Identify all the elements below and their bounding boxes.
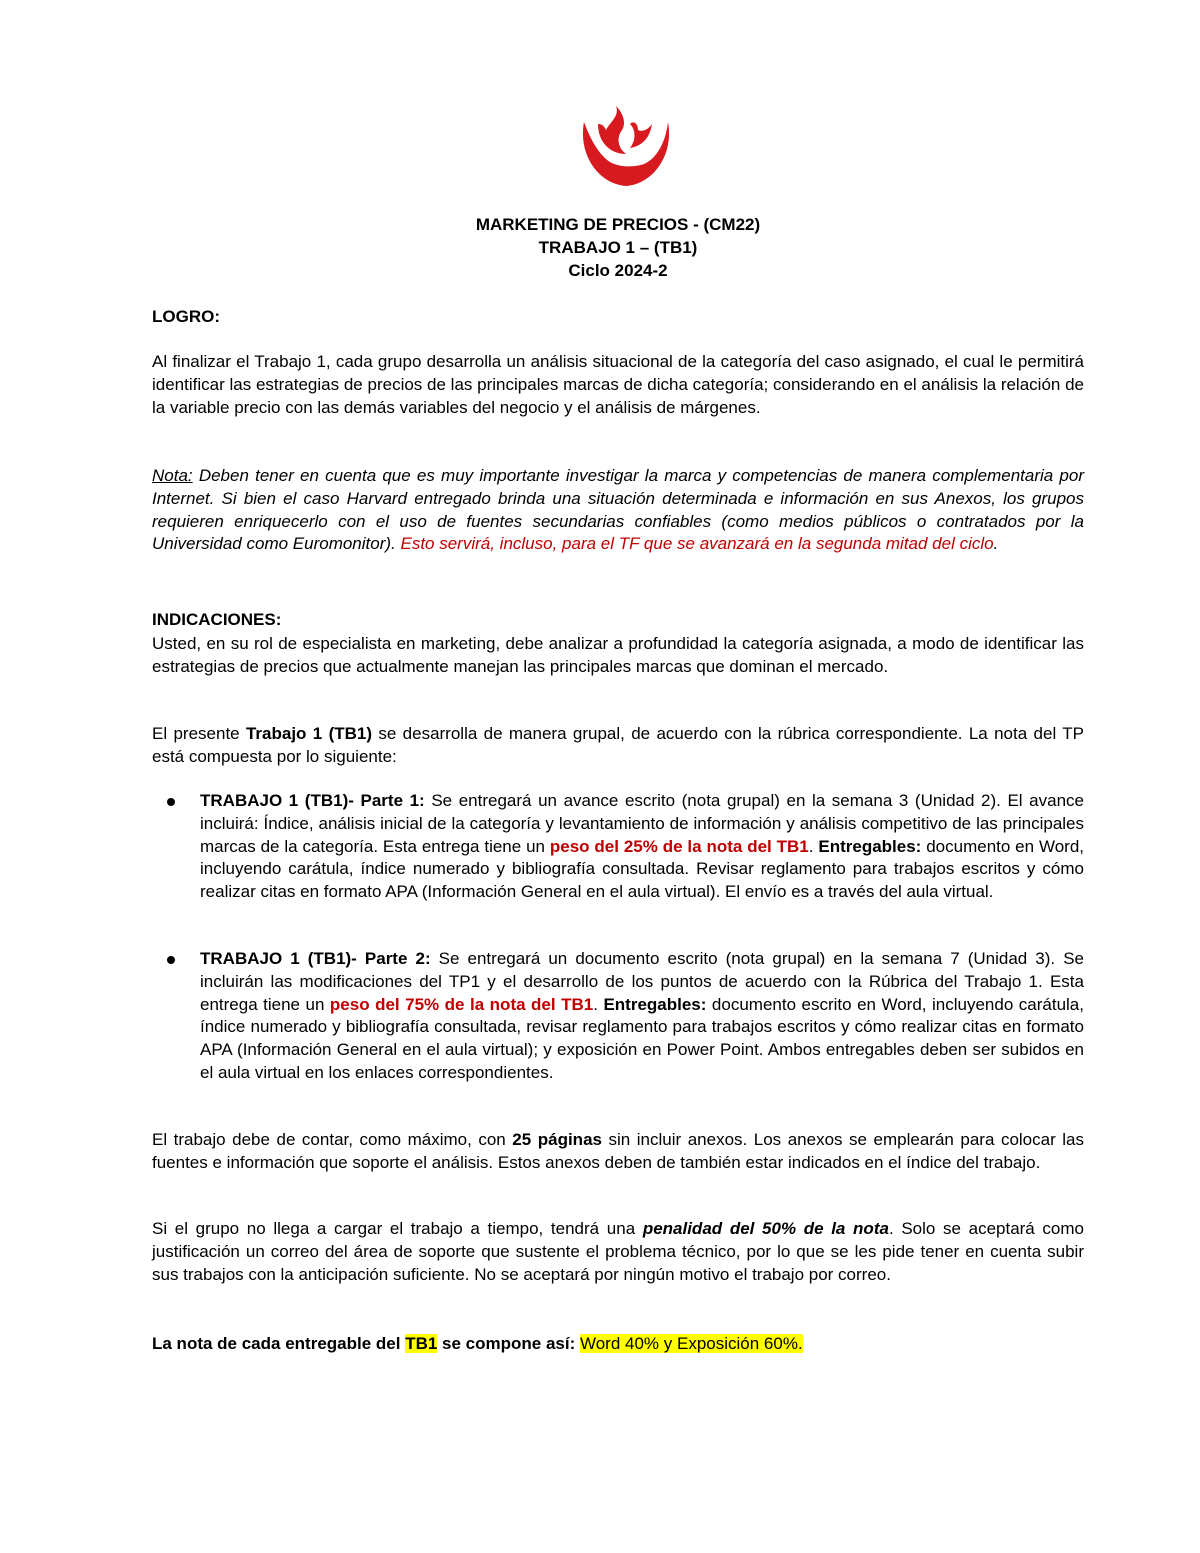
paginas-post: sin incluir anexos. Los anexos se emplearán para colocar las fuentes e información que soporte el análisis. Estos anexos deben de también estar indicados en el índice del trabajo.: [152, 1130, 1084, 1172]
part1-text1: Se entregará un avance escrito (nota grupal) en la semana 3 (Unidad 2). El avance incluirá: Índice, análisis inicial de la categoría y levantamiento de información y análisis competitivo de las principales marcas de la categoría. Esta entrega tiene un: [200, 791, 1084, 856]
penalidad-paragraph: [152, 1218, 1084, 1286]
part1-text3: documento en Word, incluyendo carátula, índice numerado y bibliografía consultada. Revisar reglamento para trabajos escritos y cómo realizar citas en formato APA (Información General en el aula virtual). El envío es a través del aula virtual.: [200, 836, 1084, 902]
part1-text2: .: [808, 836, 819, 856]
composicion-bold1: La nota de cada entregable del: [152, 1334, 406, 1353]
deliverables-list: [152, 790, 1084, 904]
nota-red-text: Esto servirá, incluso, para el TF que se avanzará en la segunda mitad del ciclo: [400, 534, 994, 554]
part2-title: TRABAJO 1 (TB1)- Parte 2:: [200, 949, 431, 968]
deliverables-list-2: [152, 948, 1084, 1085]
logro-heading: LOGRO:: [152, 307, 220, 326]
presente-pre: El presente: [152, 724, 246, 743]
presente-post: se desarrolla de manera grupal, de acuerdo con la rúbrica correspondiente. La nota del TP está compuesta por lo siguiente:: [152, 724, 1084, 766]
nota-end: .: [993, 534, 999, 554]
nota-paragraph: [152, 465, 1084, 556]
university-logo: [576, 102, 676, 194]
nota-label: Nota:: [152, 466, 193, 485]
document-page: [152, 0, 1084, 1553]
part2-text3: documento escrito en Word, incluyendo carátula, índice numerado y bibliografía consultada, revisar reglamento para trabajos escritos y cómo realizar citas en formato APA (Información General en el aula virtual); y exposición en Power Point. Ambos entregables deben ser subidos en el aula virtual en los enlaces correspondientes.: [200, 994, 1084, 1082]
nota-text: Deben tener en cuenta que es muy importante investigar la marca y competencias de manera complementaria por Internet. Si bien el caso Harvard entregado brinda una situación determinada e información en sus Anexos, los grupos requieren enriquecerlo con el uso de fuentes secundarias confiables (como medios públicos o contratados por la Universidad como Euromonitor).: [152, 466, 1084, 554]
part2-text1: Se entregará un documento escrito (nota grupal) en la semana 7 (Unidad 3). Se incluirán las modificaciones del TP1 y el desarrollo de los puntos de acuerdo con la Rúbrica del Trabajo 1. Esta entrega tiene un: [200, 949, 1084, 1014]
list-item: [152, 790, 1084, 904]
part2-weight: peso del 75% de la nota del TB1: [329, 994, 594, 1014]
penalidad-bold: penalidad del 50% de la nota: [642, 1219, 889, 1238]
indicaciones-heading: INDICACIONES:: [152, 610, 282, 629]
part1-entregables-label: Entregables:: [818, 836, 922, 856]
document-title: [152, 213, 1084, 282]
bullet-icon: [167, 798, 175, 806]
indicaciones-paragraph: Usted, en su rol de especialista en marketing, debe analizar a profundidad la categoría asignada, a modo de identificar las estrategias de precios que actualmente manejan las principales marcas que dominan el mercado.: [152, 634, 1084, 676]
part1-weight: peso del 25% de la nota del TB1: [549, 836, 809, 856]
part1-title: TRABAJO 1 (TB1)- Parte 1:: [200, 791, 425, 810]
cycle-label: Ciclo 2024-2: [568, 261, 668, 280]
course-title: MARKETING DE PRECIOS - (CM22): [475, 215, 761, 234]
assignment-title: TRABAJO 1 – (TB1): [538, 238, 698, 257]
penalidad-pre: Si el grupo no llega a cargar el trabajo a tiempo, tendrá una: [152, 1219, 643, 1238]
composicion-tb1: TB1: [405, 1334, 438, 1353]
paginas-pre: El trabajo debe de contar, como máximo, con: [152, 1130, 513, 1149]
part2-text2: .: [593, 994, 604, 1014]
paginas-bold: 25 páginas: [512, 1130, 602, 1149]
presente-paragraph: [152, 723, 1084, 769]
paginas-paragraph: [152, 1129, 1084, 1175]
penalidad-post: . Solo se aceptará como justificación un correo del área de soporte que sustente el problema técnico, por lo que se les pide tener en cuenta subir sus trabajos con la anticipación suficiente. No se aceptará por ningún motivo el trabajo por correo.: [152, 1219, 1084, 1284]
part2-entregables-label: Entregables:: [603, 994, 707, 1014]
composicion-bold2: se compone así:: [437, 1334, 576, 1353]
composicion-paragraph: [152, 1333, 1084, 1356]
presente-bold: Trabajo 1 (TB1): [245, 724, 373, 743]
bullet-icon: [167, 956, 175, 964]
logro-paragraph: Al finalizar el Trabajo 1, cada grupo desarrolla un análisis situacional de la categoría del caso asignado, el cual le permitirá identificar las estrategias de precios de las principales marcas de dicha categoría; considerando en el análisis la relación de la variable precio con las demás variables del negocio y el análisis de márgenes.: [152, 352, 1084, 417]
composicion-highlight: Word 40% y Exposición 60%.: [579, 1334, 803, 1353]
list-item: [152, 948, 1084, 1085]
